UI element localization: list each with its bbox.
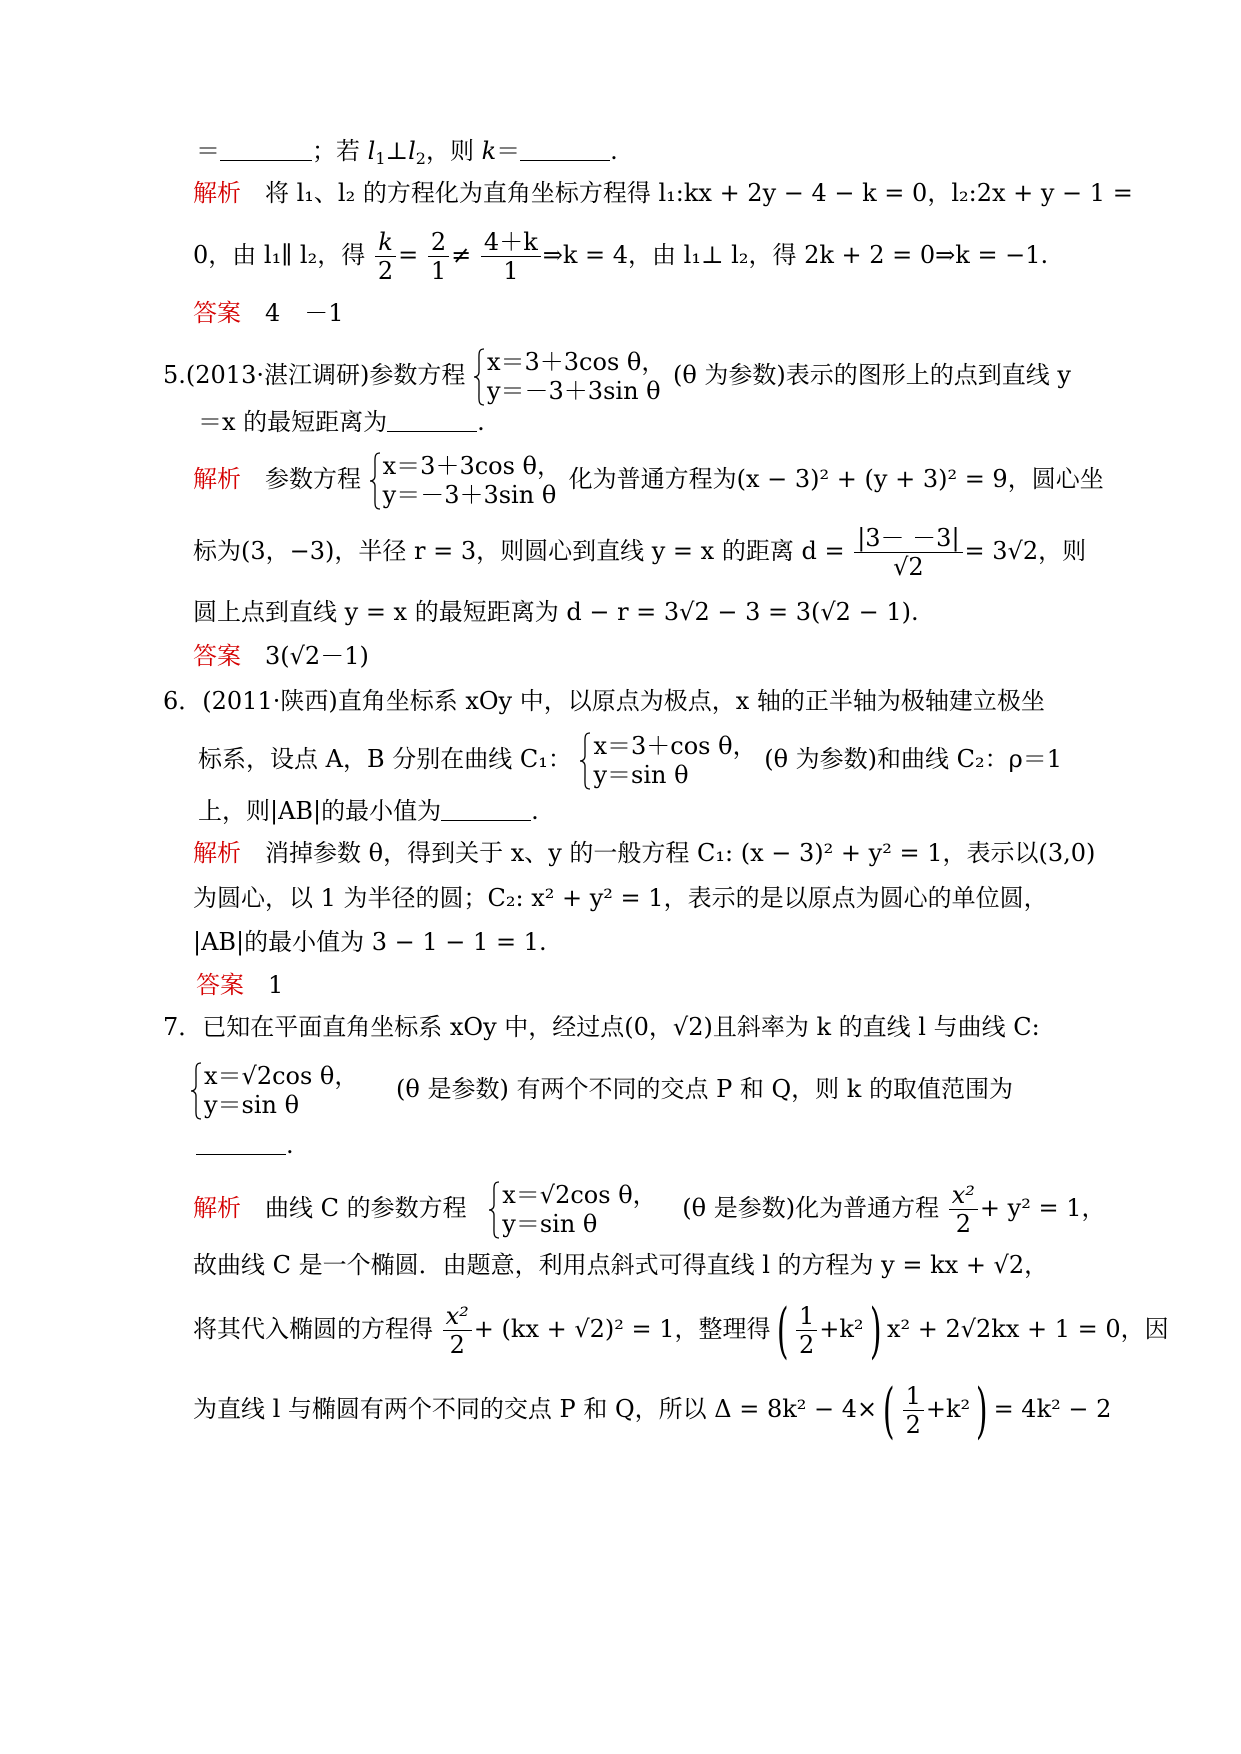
- problem-7-statement-line2: x＝√2cos θ， y＝sin θ (θ 是参数) 有两个不同的交点 P 和 Q，则 k 的取值范围为: [190, 1060, 1013, 1120]
- problem-6-solution-line3: |AB|的最小值为 3 − 1 − 1 = 1.: [193, 928, 547, 956]
- answer-label: 答案: [196, 971, 244, 999]
- answer-blank: [220, 138, 312, 161]
- problem-4-answer: 答案 4 －1: [193, 299, 344, 327]
- problem-7-statement-line1: 7．已知在平面直角坐标系 xOy 中，经过点(0，√2)且斜率为 k 的直线 l 与曲线 C:: [163, 1013, 1040, 1041]
- solution-label: 解析: [193, 1194, 241, 1222]
- parametric-system: x＝√2cos θ， y＝sin θ: [190, 1062, 358, 1120]
- problem-6-solution-line1: 解析 消掉参数 θ，得到关于 x、y 的一般方程 C₁: (x − 3)² + y² = 1，表示以(3,0): [193, 839, 1096, 867]
- problem-7-solution-line1: 解析 曲线 C 的参数方程 x＝√2cos θ， y＝sin θ (θ 是参数)化为普通方程 $\frac{\text{x²}}{2}$ + y² = 1，: [193, 1180, 1106, 1238]
- problem-5-solution-line2: 标为(3，−3)，半径 r = 3，则圆心到直线 y = x 的距离 d = $\frac{|3- -3|}{√2}$ = 3√2，则: [193, 524, 1087, 581]
- answer-label: 答案: [193, 299, 241, 327]
- left-brace-icon: [579, 732, 591, 790]
- answer-label: 答案: [193, 642, 241, 670]
- answer-blank: [520, 138, 610, 161]
- fraction: $\frac{\text{x²}}{2}$: [949, 1181, 978, 1238]
- problem-6-statement-line1: 6．(2011·陕西)直角坐标系 xOy 中，以原点为极点，x 轴的正半轴为极轴建立极坐: [163, 687, 1045, 715]
- problem-6-answer: 答案 1: [196, 971, 284, 999]
- parametric-system: x＝3＋3cos θ， y＝－3＋3sin θ: [369, 452, 561, 510]
- answer-blank: [196, 1132, 286, 1155]
- problem-7-solution-line3: 将其代入椭圆的方程得 $\frac{\text{x²}}{2}$ + (kx + √2)² = 1，整理得( $\frac{1}{2}$ +k²) x² + 2√2kx + 1 = 0，因: [193, 1295, 1169, 1366]
- parametric-system: x＝√2cos θ， y＝sin θ: [488, 1181, 656, 1239]
- fraction: $\frac{4+k}{1}$: [481, 228, 541, 285]
- left-brace-icon: [369, 452, 381, 510]
- problem-5-solution-line1: 解析 参数方程 x＝3＋3cos θ， y＝－3＋3sin θ 化为普通方程为(x − 3)² + (y + 3)² = 9，圆心坐: [193, 451, 1104, 509]
- fraction: $\frac{\text{x²}}{2}$: [443, 1302, 472, 1359]
- parametric-system: x＝3＋cos θ， y＝sin θ: [579, 732, 756, 790]
- solution-label: 解析: [193, 179, 241, 207]
- answer-blank: [387, 409, 477, 432]
- problem-6-solution-line2: 为圆心，以 1 为半径的圆；C₂: x² + y² = 1，表示的是以原点为圆心的单位圆，: [193, 884, 1048, 912]
- problem-7-solution-line4: 为直线 l 与椭圆有两个不同的交点 P 和 Q，所以 Δ = 8k² − 4×( $\frac{1}{2}$ +k²) = 4k² − 2: [193, 1375, 1112, 1446]
- problem-7-statement-line3: .: [196, 1130, 294, 1160]
- left-brace-icon: [473, 348, 485, 406]
- left-brace-icon: [488, 1181, 500, 1239]
- fraction: $\frac{1}{2}$: [903, 1382, 924, 1439]
- solution-label: 解析: [193, 465, 241, 493]
- problem-5-solution-line3: 圆上点到直线 y = x 的最短距离为 d − r = 3√2 − 3 = 3(√2 − 1).: [193, 598, 919, 626]
- answer-blank: [441, 798, 531, 821]
- parametric-system: x＝3＋3cos θ， y＝－3＋3sin θ: [473, 348, 665, 406]
- fraction: $\frac{k}{2}$: [375, 228, 396, 285]
- problem-4-solution-line1: 解析 将 l₁、l₂ 的方程化为直角坐标方程得 l₁:kx + 2y − 4 − k = 0，l₂:2x + y − 1 =: [193, 179, 1133, 207]
- fraction: $\frac{1}{2}$: [796, 1302, 817, 1359]
- problem-4-question-tail: ＝ ；若 $l_1\perp l_2$，则 k＝ .: [196, 137, 618, 168]
- problem-7-solution-line2: 故曲线 C 是一个椭圆．由题意，利用点斜式可得直线 l 的方程为 y = kx + √2，: [193, 1251, 1049, 1279]
- problem-6-statement-line3: 上，则|AB|的最小值为 .: [198, 797, 539, 825]
- solution-label: 解析: [193, 839, 241, 867]
- problem-5-answer: 答案 3(√2－1): [193, 642, 369, 670]
- problem-4-solution-line2: 0，由 l₁∥ l₂，得 $\frac{k}{2}$ = $\frac{2}{1}$ ≠ $\frac{4+k}{1}$ ⇒k = 4，由 l₁⊥ l₂，得 2k + 2 = 0⇒k = −1.: [193, 228, 1049, 285]
- problem-6-statement-line2: 标系，设点 A，B 分别在曲线 C₁： x＝3＋cos θ， y＝sin θ (θ 为参数)和曲线 C₂：ρ＝1: [198, 731, 1063, 789]
- distance-fraction: $\frac{|3- -3|}{√2}$: [854, 524, 962, 581]
- problem-5-statement: 5.(2013·湛江调研)参数方程 x＝3＋3cos θ， y＝－3＋3sin θ (θ 为参数)表示的图形上的点到直线 y: [163, 347, 1071, 405]
- problem-5-statement-line2: ＝x 的最短距离为 .: [198, 408, 485, 436]
- fraction: $\frac{2}{1}$: [428, 228, 449, 285]
- left-brace-icon: [190, 1062, 202, 1120]
